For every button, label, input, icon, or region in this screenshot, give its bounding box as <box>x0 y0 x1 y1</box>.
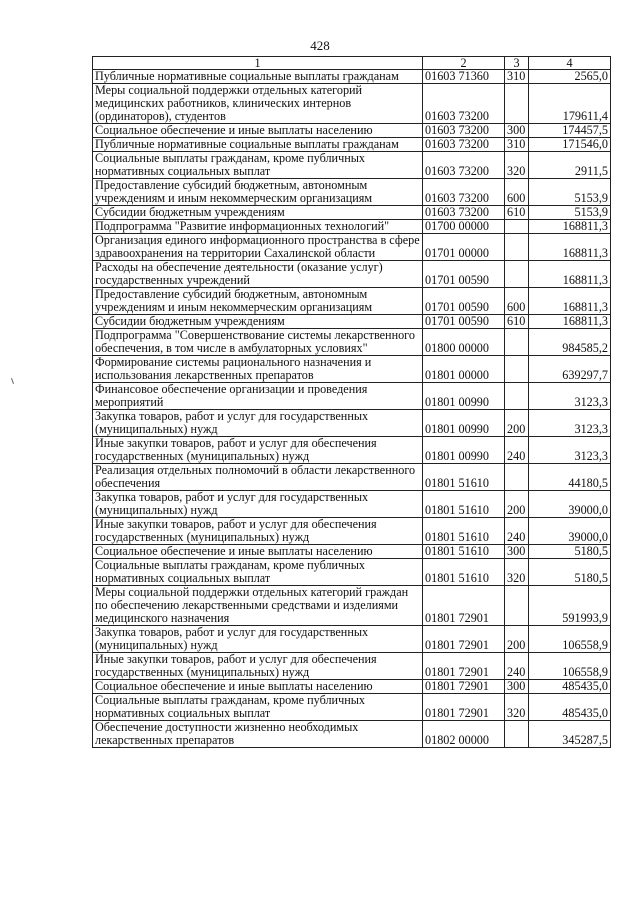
row-amount: 168811,3 <box>529 288 611 315</box>
row-code: 01603 73200 <box>423 152 505 179</box>
row-code: 01603 73200 <box>423 206 505 220</box>
row-name: Формирование системы рационального назначения и использования лекарственных препаратов <box>93 356 423 383</box>
row-expense-type: 320 <box>505 152 529 179</box>
header-col-3: 3 <box>505 57 529 70</box>
row-code: 01603 71360 <box>423 70 505 84</box>
row-name: Социальное обеспечение и иные выплаты населению <box>93 545 423 559</box>
row-code: 01801 51610 <box>423 559 505 586</box>
row-amount: 5153,9 <box>529 179 611 206</box>
row-code: 01700 00000 <box>423 220 505 234</box>
row-expense-type <box>505 383 529 410</box>
table-row <box>93 653 611 680</box>
row-code: 01801 72901 <box>423 653 505 680</box>
row-expense-type: 300 <box>505 545 529 559</box>
row-expense-type: 300 <box>505 124 529 138</box>
row-name: Социальные выплаты гражданам, кроме публичных нормативных социальных выплат <box>93 694 423 721</box>
row-name: Социальные выплаты гражданам, кроме публичных нормативных социальных выплат <box>93 559 423 586</box>
row-code: 01603 73200 <box>423 138 505 152</box>
row-code: 01800 00000 <box>423 329 505 356</box>
table-row <box>93 545 611 559</box>
row-name: Субсидии бюджетным учреждениям <box>93 315 423 329</box>
row-amount: 171546,0 <box>529 138 611 152</box>
table-row <box>93 586 611 626</box>
row-expense-type <box>505 84 529 124</box>
scan-mark <box>11 378 14 384</box>
table-row <box>93 84 611 124</box>
row-name: Социальное обеспечение и иные выплаты населению <box>93 680 423 694</box>
row-code: 01801 72901 <box>423 586 505 626</box>
table-row <box>93 626 611 653</box>
row-amount: 3123,3 <box>529 383 611 410</box>
row-amount: 168811,3 <box>529 261 611 288</box>
row-code: 01701 00590 <box>423 261 505 288</box>
row-name: Закупка товаров, работ и услуг для государственных (муниципальных) нужд <box>93 626 423 653</box>
row-code: 01801 51610 <box>423 518 505 545</box>
row-expense-type <box>505 220 529 234</box>
row-expense-type: 310 <box>505 70 529 84</box>
table-row <box>93 206 611 220</box>
row-amount: 984585,2 <box>529 329 611 356</box>
row-amount: 591993,9 <box>529 586 611 626</box>
table-row <box>93 315 611 329</box>
row-code: 01603 73200 <box>423 84 505 124</box>
row-code: 01603 73200 <box>423 124 505 138</box>
table-row <box>93 70 611 84</box>
row-name: Расходы на обеспечение деятельности (оказание услуг) государственных учреждений <box>93 261 423 288</box>
row-expense-type: 200 <box>505 410 529 437</box>
row-name: Подпрограмма "Совершенствование системы лекарственного обеспечения, в том числе в амбулаторных условиях" <box>93 329 423 356</box>
row-code: 01701 00590 <box>423 315 505 329</box>
page-number: 428 <box>310 38 330 53</box>
row-amount: 2911,5 <box>529 152 611 179</box>
row-code: 01801 00990 <box>423 437 505 464</box>
row-expense-type <box>505 329 529 356</box>
row-name: Реализация отдельных полномочий в области лекарственного обеспечения <box>93 464 423 491</box>
header-col-2: 2 <box>423 57 505 70</box>
table-row <box>93 410 611 437</box>
row-name: Закупка товаров, работ и услуг для государственных (муниципальных) нужд <box>93 410 423 437</box>
table-row <box>93 464 611 491</box>
table-row <box>93 356 611 383</box>
row-code: 01801 72901 <box>423 680 505 694</box>
row-expense-type: 240 <box>505 518 529 545</box>
table-row <box>93 152 611 179</box>
table-body <box>93 70 611 748</box>
row-name: Социальное обеспечение и иные выплаты населению <box>93 124 423 138</box>
row-name: Предоставление субсидий бюджетным, автономным учреждениям и иным некоммерческим организациям <box>93 179 423 206</box>
row-name: Закупка товаров, работ и услуг для государственных (муниципальных) нужд <box>93 491 423 518</box>
table-row <box>93 721 611 748</box>
row-expense-type: 240 <box>505 437 529 464</box>
row-expense-type: 610 <box>505 206 529 220</box>
table-row <box>93 288 611 315</box>
row-expense-type <box>505 586 529 626</box>
row-code: 01701 00000 <box>423 234 505 261</box>
table-row <box>93 124 611 138</box>
row-amount: 2565,0 <box>529 70 611 84</box>
row-amount: 5153,9 <box>529 206 611 220</box>
row-amount: 39000,0 <box>529 491 611 518</box>
row-amount: 179611,4 <box>529 84 611 124</box>
row-name: Меры социальной поддержки отдельных категорий граждан по обеспечению лекарственными средствами и изделиями медицинского назначения <box>93 586 423 626</box>
row-name: Иные закупки товаров, работ и услуг для обеспечения государственных (муниципальных) нужд <box>93 437 423 464</box>
row-name: Меры социальной поддержки отдельных категорий медицинских работников, клинических интернов (ординаторов), студентов <box>93 84 423 124</box>
table-row <box>93 383 611 410</box>
table-row <box>93 179 611 206</box>
table-row <box>93 329 611 356</box>
row-name: Обеспечение доступности жизненно необходимых лекарственных препаратов <box>93 721 423 748</box>
row-expense-type: 610 <box>505 315 529 329</box>
table-row <box>93 220 611 234</box>
row-name: Публичные нормативные социальные выплаты гражданам <box>93 138 423 152</box>
row-expense-type: 200 <box>505 491 529 518</box>
row-name: Субсидии бюджетным учреждениям <box>93 206 423 220</box>
table-row <box>93 559 611 586</box>
row-expense-type: 300 <box>505 680 529 694</box>
row-code: 01603 73200 <box>423 179 505 206</box>
table-row <box>93 680 611 694</box>
table-row <box>93 234 611 261</box>
row-amount: 5180,5 <box>529 545 611 559</box>
row-expense-type <box>505 356 529 383</box>
row-amount: 5180,5 <box>529 559 611 586</box>
table-row <box>93 138 611 152</box>
row-expense-type: 600 <box>505 179 529 206</box>
row-code: 01802 00000 <box>423 721 505 748</box>
row-expense-type <box>505 261 529 288</box>
row-name: Публичные нормативные социальные выплаты гражданам <box>93 70 423 84</box>
row-name: Организация единого информационного пространства в сфере здравоохранения на территории Сахалинской области <box>93 234 423 261</box>
header-col-4: 4 <box>529 57 611 70</box>
row-amount: 106558,9 <box>529 626 611 653</box>
row-code: 01801 00000 <box>423 356 505 383</box>
row-amount: 174457,5 <box>529 124 611 138</box>
row-expense-type: 310 <box>505 138 529 152</box>
row-amount: 345287,5 <box>529 721 611 748</box>
row-code: 01801 00990 <box>423 383 505 410</box>
table-row <box>93 694 611 721</box>
row-name: Социальные выплаты гражданам, кроме публичных нормативных социальных выплат <box>93 152 423 179</box>
row-code: 01801 51610 <box>423 545 505 559</box>
table-header-row <box>93 57 611 70</box>
row-expense-type <box>505 721 529 748</box>
row-expense-type <box>505 234 529 261</box>
row-amount: 485435,0 <box>529 694 611 721</box>
row-code: 01801 51610 <box>423 464 505 491</box>
row-code: 01801 51610 <box>423 491 505 518</box>
row-amount: 3123,3 <box>529 410 611 437</box>
row-name: Подпрограмма "Развитие информационных технологий" <box>93 220 423 234</box>
row-expense-type: 200 <box>505 626 529 653</box>
row-expense-type: 240 <box>505 653 529 680</box>
row-expense-type: 600 <box>505 288 529 315</box>
row-amount: 639297,7 <box>529 356 611 383</box>
row-name: Финансовое обеспечение организации и проведения мероприятий <box>93 383 423 410</box>
row-amount: 168811,3 <box>529 234 611 261</box>
row-name: Предоставление субсидий бюджетным, автономным учреждениям и иным некоммерческим организациям <box>93 288 423 315</box>
row-name: Иные закупки товаров, работ и услуг для обеспечения государственных (муниципальных) нужд <box>93 653 423 680</box>
table-row <box>93 437 611 464</box>
row-amount: 39000,0 <box>529 518 611 545</box>
row-amount: 485435,0 <box>529 680 611 694</box>
row-amount: 3123,3 <box>529 437 611 464</box>
row-expense-type: 320 <box>505 694 529 721</box>
row-code: 01801 00990 <box>423 410 505 437</box>
row-code: 01801 72901 <box>423 626 505 653</box>
row-amount: 106558,9 <box>529 653 611 680</box>
header-col-1: 1 <box>93 57 423 70</box>
budget-table <box>92 56 611 748</box>
row-amount: 44180,5 <box>529 464 611 491</box>
row-amount: 168811,3 <box>529 315 611 329</box>
row-code: 01801 72901 <box>423 694 505 721</box>
table-row <box>93 261 611 288</box>
table-row <box>93 491 611 518</box>
row-amount: 168811,3 <box>529 220 611 234</box>
row-expense-type <box>505 464 529 491</box>
table-row <box>93 518 611 545</box>
row-code: 01701 00590 <box>423 288 505 315</box>
row-name: Иные закупки товаров, работ и услуг для обеспечения государственных (муниципальных) нужд <box>93 518 423 545</box>
row-expense-type: 320 <box>505 559 529 586</box>
